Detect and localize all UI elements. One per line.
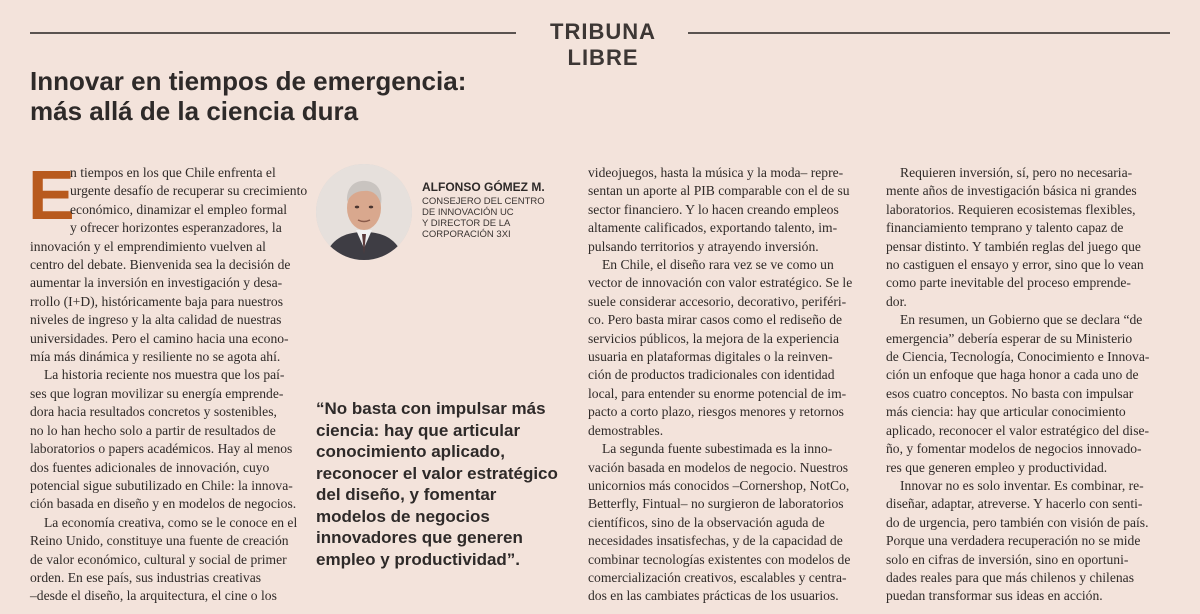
text-line: necesidades insatisfechas, y de la capacidad de xyxy=(588,533,843,549)
text-line: laboratorios. Requieren ecosistemas flexibles, xyxy=(886,201,1136,217)
headline xyxy=(30,66,590,126)
text-line: y ofrecer horizontes esperanzadores, la xyxy=(70,220,282,236)
text-line: puedan transformar sus ideas en acción. xyxy=(886,588,1103,604)
text-line: modelos de negocios xyxy=(316,506,490,526)
text-line: reconocer el valor estratégico xyxy=(316,463,558,483)
col3-paragraph-1 xyxy=(588,164,878,256)
text-line: res que generen empleo y productividad. xyxy=(886,459,1108,475)
text-line: La historia reciente nos muestra que los paí- xyxy=(44,367,285,383)
text-line: sector financiero. Y lo hacen creando empleos xyxy=(588,201,839,217)
text-line: ciencia: hay que articular xyxy=(316,420,521,440)
text-line: centro del debate. Bienvenida sea la decisión de xyxy=(30,257,291,273)
text-line: mía más dinámica y resiliente no se agota ahí. xyxy=(30,349,281,365)
text-line: universidades. Pero el camino hacia una econo- xyxy=(30,330,289,346)
text-line: orden. En ese país, sus industrias creativas xyxy=(30,569,262,585)
column-3 xyxy=(588,164,878,606)
section-rule-left xyxy=(30,32,516,34)
section-label: TRIBUNA LIBRE xyxy=(550,19,656,70)
text-line: más ciencia: hay que articular conocimiento xyxy=(886,404,1126,420)
col4-paragraph-3 xyxy=(886,477,1176,606)
text-line: potencial sigue subutilizado en Chile: la innova- xyxy=(30,477,293,493)
text-line: innovadores que generen xyxy=(316,528,523,547)
text-line: ción basada en diseño y en modelos de negocios. xyxy=(30,496,297,512)
text-line: científicos, sino de la observación aguda de xyxy=(588,514,825,530)
text-line: financiamiento temprano y talento capaz de xyxy=(886,220,1124,236)
text-line: del diseño, y fomentar xyxy=(316,485,497,504)
text-line: n tiempos en los que Chile enfrenta el xyxy=(70,165,276,180)
text-line: usuaria en plataformas digitales o la reinven- xyxy=(588,349,833,365)
text-line: Reino Unido, constituye una fuente de creación xyxy=(30,533,289,549)
text-line: ses que logran movilizar su energía emprende- xyxy=(30,385,284,401)
text-line: diseñar, adaptar, atreverse. Y hacerlo con senti- xyxy=(886,496,1143,512)
text-line: La economía creativa, como se le conoce en el xyxy=(44,514,298,530)
text-line: como parte inevitable del proceso emprende- xyxy=(886,275,1131,291)
text-line: dades reales para que más chilenos y chilenas xyxy=(886,569,1134,585)
text-line: mente años de investigación básica ni grandes xyxy=(886,183,1137,199)
text-line: innovación y el emprendimiento vuelven al xyxy=(30,238,266,254)
text-line: Innovar no es solo inventar. Es combinar, re- xyxy=(900,477,1144,493)
pull-quote xyxy=(316,398,582,570)
col1-p1-lines xyxy=(28,156,308,366)
col3-paragraph-3 xyxy=(588,440,878,606)
text-line: “No basta con impulsar más xyxy=(316,399,546,418)
text-line: dor. xyxy=(886,293,907,309)
text-line: Betterfly, Fintual– no surgieron de laboratorios xyxy=(588,496,844,512)
col4-paragraph-1 xyxy=(886,164,1176,311)
text-line: vación basada en modelos de negocio. Nuestros xyxy=(588,459,849,475)
text-line: ción un enfoque que haga honor a cada uno de xyxy=(886,367,1139,383)
column-1 xyxy=(28,156,308,606)
text-line: económico, dinamizar el empleo formal xyxy=(70,201,288,217)
text-line: servicios públicos, la mejora de la experiencia xyxy=(588,330,840,346)
text-line: ción de productos tradicionales con identidad xyxy=(588,367,835,383)
col3-paragraph-2 xyxy=(588,256,878,440)
text-line: dora hacia resultados concretos y sostenibles, xyxy=(30,404,277,420)
text-line: comercialización creativos, escalables y centra- xyxy=(588,569,847,585)
column-4 xyxy=(886,164,1176,606)
text-line: emergencia” debería esperar de su Ministerio xyxy=(886,330,1133,346)
text-line: sentan un aporte al PIB comparable con el de su xyxy=(588,183,850,199)
text-line: de valor económico, cultural y social de primer xyxy=(30,551,287,567)
text-line: Y DIRECTOR DE LA xyxy=(422,218,511,229)
text-line: suele considerar accesorio, decorativo, periféri- xyxy=(588,293,847,309)
text-line: pulsando territorios y atrayendo inversión. xyxy=(588,238,819,254)
text-line: esos cuatro conceptos. No basta con impulsar xyxy=(886,385,1134,401)
text-line: rrollo (I+D), históricamente baja para nuestros xyxy=(30,293,284,309)
col1-paragraph-2 xyxy=(30,366,306,513)
text-line: niveles de ingreso y la alta calidad de nuestras xyxy=(30,312,282,328)
text-line: co. Pero basta mirar casos como el rediseño de xyxy=(588,312,843,328)
headline-line-1: Innovar en tiempos de emergencia: xyxy=(30,66,467,96)
col1-paragraph-1 xyxy=(28,156,308,366)
text-line: aumentar la inversión en investigación y desa- xyxy=(30,275,283,291)
text-line: conocimiento aplicado, xyxy=(316,442,505,461)
text-line: demostrables. xyxy=(588,422,664,438)
text-line: solo en cifras de inversión, sino en oportuni- xyxy=(886,551,1129,567)
text-line: CORPORACIÓN 3XI xyxy=(422,229,511,240)
headline-line-2: más allá de la ciencia dura xyxy=(30,96,359,126)
text-line: pacto a corto plazo, riesgos menores y retornos xyxy=(588,404,844,420)
text-line: ño, y fomentar modelos de negocios innovado- xyxy=(886,441,1142,457)
text-line: combinar tecnologías existentes con modelos de xyxy=(588,551,851,567)
text-line: laboratorios o papers académicos. Hay al menos xyxy=(30,441,293,457)
col1-paragraph-3 xyxy=(30,514,306,606)
text-line: DE INNOVACIÓN UC xyxy=(422,207,514,218)
text-line: En resumen, un Gobierno que se declara “de xyxy=(900,312,1143,328)
text-line: do de urgencia, pero también con visión de país. xyxy=(886,514,1149,530)
text-line: local, para entender su enorme potencial de im- xyxy=(588,385,847,401)
section-rule-right xyxy=(688,32,1170,34)
text-line: vector de innovación con valor estratégico. Se le xyxy=(588,275,853,291)
text-line: unicornios más conocidos –Cornershop, NotCo, xyxy=(588,477,850,493)
author-photo xyxy=(316,164,412,260)
text-line: En Chile, el diseño rara vez se ve como un xyxy=(602,257,834,273)
author-portrait-icon xyxy=(316,164,412,260)
author-name: ALFONSO GÓMEZ M. xyxy=(422,180,545,194)
text-line: –desde el diseño, la arquitectura, el cine o los xyxy=(30,588,277,604)
text-line: urgente desafío de recuperar su crecimiento xyxy=(70,183,308,199)
text-line: no lo han hecho solo a partir de resultados de xyxy=(30,422,276,438)
text-line: Porque una verdadera recuperación no se mide xyxy=(886,533,1141,549)
text-line: Requieren inversión, sí, pero no necesaria- xyxy=(900,165,1133,180)
text-line: videojuegos, hasta la música y la moda– repre- xyxy=(588,165,844,180)
dropcap: E xyxy=(28,156,75,234)
col4-paragraph-2 xyxy=(886,311,1176,477)
text-line: empleo y productividad”. xyxy=(316,549,521,569)
text-line: pensar distinto. Y también reglas del juego que xyxy=(886,238,1141,254)
text-line: aplicado, reconocer el valor estratégico del dise- xyxy=(886,422,1150,438)
text-line: dos fuentes adicionales de innovación, cuyo xyxy=(30,459,270,475)
text-line: altamente calificados, exportando talento, im- xyxy=(588,220,838,236)
text-line: no castiguen el ensayo y error, sino que lo vean xyxy=(886,257,1144,273)
text-line: CONSEJERO DEL CENTRO xyxy=(422,196,545,207)
text-line: de Ciencia, Tecnología, Conocimiento e Innova- xyxy=(886,349,1150,365)
text-line: La segunda fuente subestimada es la inno- xyxy=(602,441,833,457)
text-line: dos en las cambiates prácticas de los usuarios. xyxy=(588,588,839,604)
author-role xyxy=(422,196,572,240)
